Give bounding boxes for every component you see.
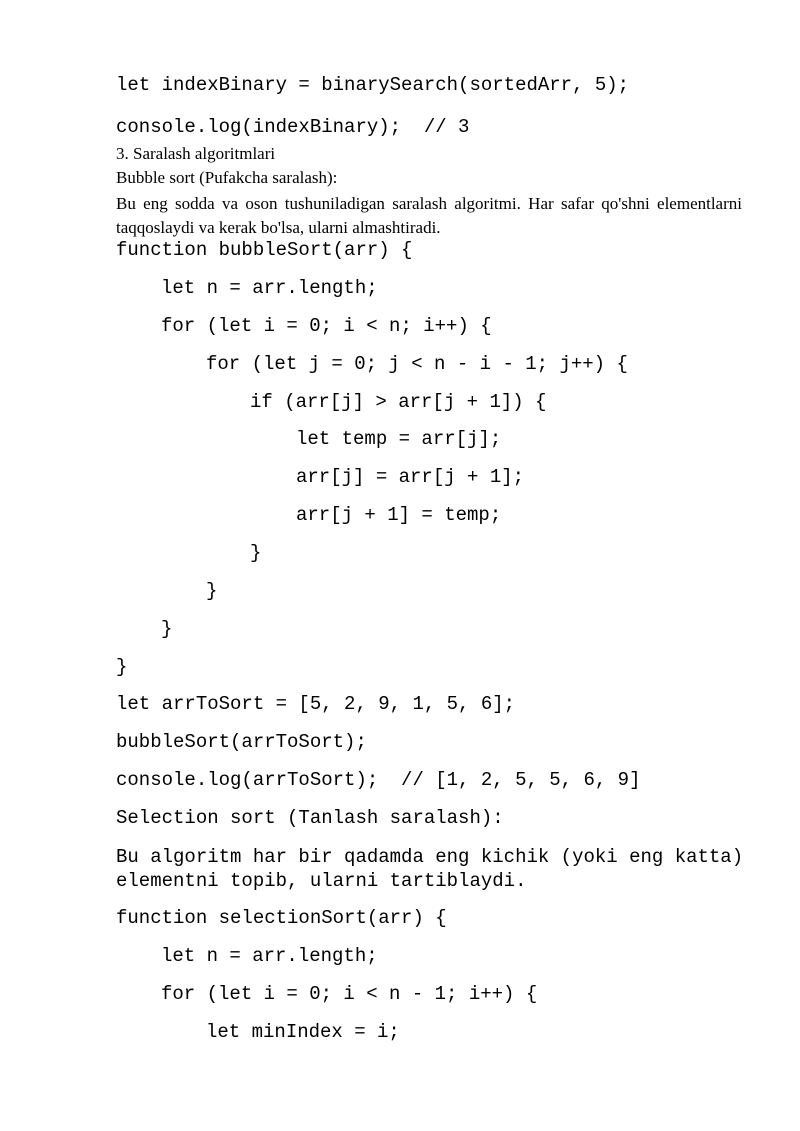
code-line: } xyxy=(250,542,262,564)
code-line: arr[j + 1] = temp; xyxy=(296,504,502,526)
bubble-sort-description: Bu eng sodda va oson tushuniladigan saralash algoritmi. Har safar qo'shni elementlarni taqqoslaydi va kerak bo'lsa, ularni almashtiradi. xyxy=(116,194,742,237)
code-line: } xyxy=(116,656,128,678)
code-line: console.log(arrToSort); // [1, 2, 5, 5, 6, 9] xyxy=(116,769,641,791)
code-line: } xyxy=(206,580,218,602)
selection-sort-description: Bu algoritm har bir qadamda eng kichik (yoki eng katta) elementni topib, ularni tartiblaydi. xyxy=(116,846,744,892)
code-line: for (let j = 0; j < n - i - 1; j++) { xyxy=(206,353,628,375)
code-line: bubbleSort(arrToSort); xyxy=(116,731,367,753)
code-line: for (let i = 0; i < n; i++) { xyxy=(161,315,492,337)
code-line: function bubbleSort(arr) { xyxy=(116,239,413,261)
selection-sort-title: Selection sort (Tanlash saralash): xyxy=(116,807,504,829)
code-line: let minIndex = i; xyxy=(206,1021,400,1043)
code-line: if (arr[j] > arr[j + 1]) { xyxy=(250,391,547,413)
code-line: let n = arr.length; xyxy=(161,277,378,299)
code-line: let temp = arr[j]; xyxy=(296,428,502,450)
code-line: arr[j] = arr[j + 1]; xyxy=(296,466,525,488)
code-line-index-binary: let indexBinary = binarySearch(sortedArr, 5); xyxy=(116,74,630,96)
section-heading: 3. Saralash algoritmlari xyxy=(116,144,276,163)
code-line: function selectionSort(arr) { xyxy=(116,907,447,929)
code-line: let n = arr.length; xyxy=(161,945,378,967)
bubble-sort-title: Bubble sort (Pufakcha saralash): xyxy=(116,168,338,187)
code-line: let arrToSort = [5, 2, 9, 1, 5, 6]; xyxy=(116,693,516,715)
code-line-console-log-index: console.log(indexBinary); // 3 xyxy=(116,116,470,138)
code-line: for (let i = 0; i < n - 1; i++) { xyxy=(161,983,538,1005)
code-line: } xyxy=(161,618,173,640)
